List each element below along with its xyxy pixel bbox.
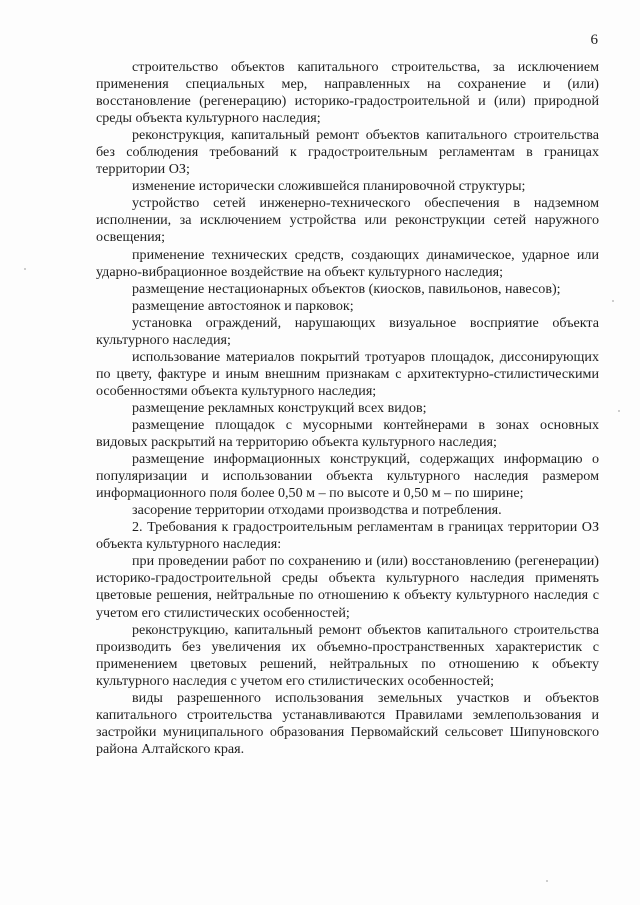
paragraph: установка ограждений, нарушающих визуальное восприятие объекта культурного наследия; [96,314,599,348]
paragraph: изменение исторически сложившейся планировочной структуры; [132,178,526,195]
paragraph: виды разрешенного использования земельных участков и объектов капитального строительства устанавливаются Правилами землепользования и застройки муниципального образования Первомайский сельсовет Шипуновского района Алтайского края. [96,689,599,757]
paragraph: устройство сетей инженерно-технического обеспечения в надземном исполнении, за исключением устройства или реконструкции сетей наружного освещения; [96,195,599,246]
paragraph: засорение территории отходами производства и потребления. [132,502,502,519]
paragraph: размещение рекламных конструкций всех видов; [132,399,427,416]
paragraph: использование материалов покрытий тротуаров площадок, диссонирующих по цвету, фактуре и иным внешним признакам с архитектурно-стилистическими особенностями объекта культурного наследия; [96,348,599,399]
section-heading-paragraph: 2. Требования к градостроительным регламентам в границах территории ОЗ объекта культурного наследия: [96,519,599,553]
paragraph: размещение нестационарных объектов (киосков, павильонов, навесов); [132,280,561,297]
scan-speck [24,268,26,270]
paragraph: размещение площадок с мусорными контейнерами в зонах основных видовых раскрытий на территорию объекта культурного наследия; [96,416,599,451]
scan-speck [612,300,614,302]
paragraph: при проведении работ по сохранению и (или) восстановлению (регенерации) историко-градостроительной среды объекта культурного наследия применять цветовые решения, нейтральные по отношению к объекту культурного наследия с учетом его стилистических особенностей; [96,553,599,621]
page-number: 6 [590,32,598,48]
scan-speck [618,410,620,412]
paragraph: размещение автостоянок и парковок; [132,297,354,314]
paragraph: применение технических средств, создающих динамическое, ударное или ударно-вибрационное воздействие на объект культурного наследия; [96,246,599,280]
paragraph: реконструкцию, капитальный ремонт объектов капитального строительства производить без увеличения их объемно-пространственных характеристик с применением цветовых решений, нейтральных по отношению к объекту культурного наследия с учетом его стилистических особенностей; [96,621,599,689]
paragraph: строительство объектов капитального строительства, за исключением применения специальных мер, направленных на сохранение и (или) восстановление (регенерацию) историко-градостроительной и (или) природной среды объекта культурного наследия; [96,59,599,127]
document-body [96,59,599,758]
scan-speck [546,880,548,882]
paragraph: размещение информационных конструкций, содержащих информацию о популяризации и использовании объекта культурного наследия размером информационного поля более 0,50 м – по высоте и 0,50 м – по ширине; [96,451,599,502]
paragraph: реконструкция, капитальный ремонт объектов капитального строительства без соблюдения требований к градостроительным регламентам в границах территории ОЗ; [96,127,599,178]
